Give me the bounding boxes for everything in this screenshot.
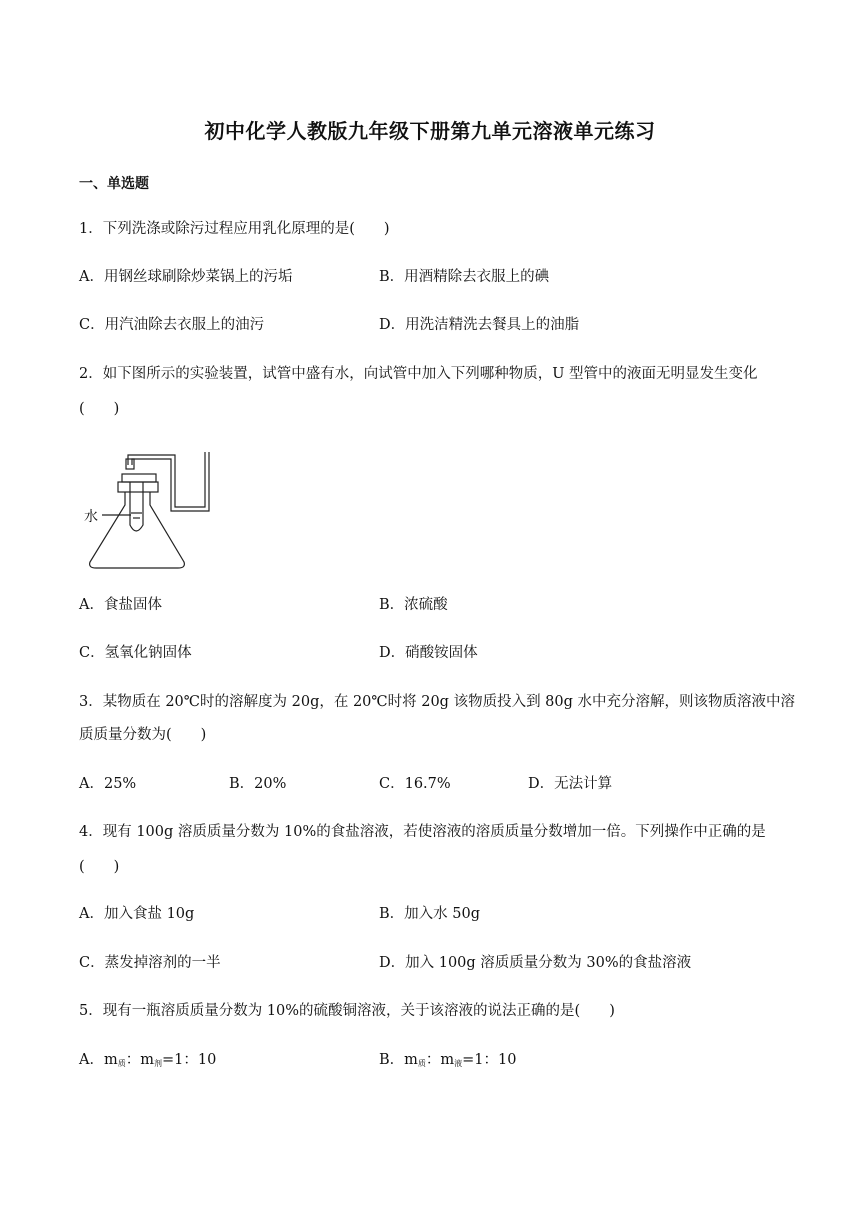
option-a-sub-solvent: 剂	[153, 1059, 162, 1068]
option-b-sub-solution: 液	[454, 1059, 463, 1068]
question-3-stem-line-1: 3．某物质在 20℃时的溶解度为 20g，在 20℃时将 20g 该物质投入到 80g 水中充分溶解，则该物质溶液中溶	[79, 694, 796, 710]
question-5-stem: 5．现有一瓶溶质质量分数为 10%的硫酸铜溶液，关于该溶液的说法正确的是( )	[79, 1003, 615, 1019]
question-1-option-b: B．用酒精除去衣服上的碘	[379, 269, 550, 285]
question-2-option-d: D．硝酸铵固体	[379, 645, 478, 661]
question-2-option-a: A．食盐固体	[79, 597, 162, 613]
question-3-option-d: D．无法计算	[528, 776, 613, 792]
question-2-option-c: C．氢氧化钠固体	[79, 645, 192, 661]
option-a-middle: ：m	[125, 1052, 154, 1068]
page-title: 初中化学人教版九年级下册第九单元溶液单元练习	[204, 119, 656, 143]
flask-u-tube-figure	[80, 447, 230, 572]
question-4-option-c: C．蒸发掉溶剂的一半	[79, 955, 221, 971]
question-5-option-b	[379, 1050, 516, 1074]
section-heading: 一、单选题	[79, 176, 149, 192]
question-3-option-c: C．16.7%	[379, 776, 451, 792]
question-1-option-d: D．用洗洁精洗去餐具上的油脂	[379, 317, 580, 333]
question-4-option-a: A．加入食盐 10g	[79, 906, 195, 922]
question-2-stem-line-2: ( )	[79, 401, 120, 417]
figure-label-water: 水	[84, 509, 98, 525]
question-4-option-b: B．加入水 50g	[379, 906, 480, 922]
option-b-prefix: B．m	[379, 1052, 418, 1068]
question-4-stem-line-1: 4．现有 100g 溶质质量分数为 10%的食盐溶液，若使溶液的溶质质量分数增加一倍。下列操作中正确的是	[79, 824, 766, 840]
question-1-option-c: C．用汽油除去衣服上的油污	[79, 317, 265, 333]
question-5-option-a	[79, 1050, 216, 1074]
question-4-option-d: D．加入 100g 溶质质量分数为 30%的食盐溶液	[379, 955, 692, 971]
question-3-option-b: B．20%	[229, 776, 287, 792]
question-2-stem-line-1: 2．如下图所示的实验装置，试管中盛有水，向试管中加入下列哪种物质，U 型管中的液面无明显发生变化	[79, 366, 758, 382]
option-a-ratio: =1：10	[161, 1052, 217, 1068]
option-a-prefix: A．m	[79, 1052, 118, 1068]
question-4-stem-line-2: ( )	[79, 859, 120, 875]
question-2-option-b: B．浓硫酸	[379, 597, 448, 613]
option-b-middle: ：m	[425, 1052, 455, 1068]
question-3-option-a: A．25%	[79, 776, 137, 792]
option-b-sub-solute: 质	[417, 1059, 426, 1068]
question-1-stem: 1．下列洗涤或除污过程应用乳化原理的是( )	[79, 221, 390, 237]
question-1-option-a: A．用钢丝球刷除炒菜锅上的污垢	[79, 269, 293, 285]
question-3-stem-line-2: 质质量分数为( )	[79, 727, 207, 743]
option-b-ratio: =1：10	[462, 1052, 517, 1068]
option-a-sub-solute: 质	[117, 1059, 126, 1068]
